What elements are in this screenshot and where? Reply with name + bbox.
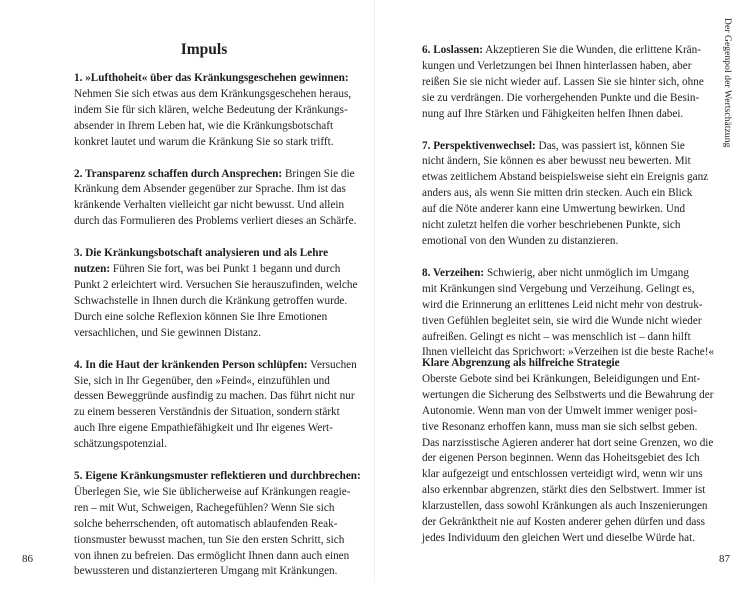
item-line: konkret lautet und warum die Kränkung Sie so stark trifft. (74, 135, 334, 148)
left-page (0, 0, 375, 583)
section-line: jedes Individuum den gleichen Wert und dieselbe Würde hat. (422, 531, 696, 544)
item-text: Akzeptieren Sie die Wunden, die erlittene Krän- (482, 44, 701, 56)
impuls-item-6 (422, 43, 704, 123)
item-line: nung auf Ihre Stärken und Fähigkeiten helfen Ihnen dabei. (422, 107, 684, 120)
section-line: Autonomie. Wenn man von der Umwelt immer weniger posi- (422, 404, 698, 417)
item-lead: 3. Die Kränkungsbotschaft analysieren und als Lehre (74, 247, 329, 260)
item-line: nicht zuletzt helfen die vorher beschriebenen Punkte, sich (422, 219, 681, 232)
item-line: Überlegen Sie, wie Sie üblicherweise auf Kränkungen reagie- (74, 485, 351, 498)
page-number-left: 86 (22, 553, 33, 565)
item-lead: 2. Transparenz schaffen durch Ansprechen: (74, 167, 283, 180)
item-text: Versuchen (307, 358, 357, 371)
item-line: Ihnen vielleicht das Sprichwort: »Verzeihen ist die beste Rache!« (422, 346, 715, 359)
item-line: mit Kränkungen sind Vergebung und Verzeihung. Gelingt es, (422, 282, 695, 295)
impuls-item-3 (74, 246, 358, 341)
item-line: zu einem besseren Verständnis der Situation, sondern stärkt (74, 406, 340, 419)
running-head: Der Gegenpol der Wertschätzung (722, 18, 732, 148)
item-line: tiven Gefühlen begleitet sein, sie wird die Wunde nicht wieder (422, 314, 702, 327)
item-line: Punkt 2 erleichtert wird. Versuchen Sie herauszufinden, welche (74, 278, 358, 291)
item-line: reißen Sie sie nicht wieder auf. Lassen Sie sie hinter sich, ohne (422, 75, 704, 88)
section-line: tive Resonanz erhoffen kann, muss man sie sich selbst geben. (422, 420, 698, 433)
item-lead: 4. In die Haut der kränkenden Person schlüpfen: (74, 358, 308, 371)
item-line: auch Ihre eigene Empathiefähigkeit und Ihr eigenes Wert- (74, 422, 333, 435)
item-line: wird die Erinnerung an erlittenes Leid nicht mehr von destruk- (422, 298, 703, 311)
section-line: klar aufgezeigt und entschlossen verteidigt wird, wenn wir uns (422, 468, 703, 481)
item-lead: 1. »Lufthoheit« über das Kränkungsgeschehen gewinnen: (74, 72, 349, 84)
item-line: Schwachstelle in Ihnen durch die Kränkung getroffen wurde. (74, 294, 348, 307)
impuls-item-4 (74, 358, 357, 453)
impuls-item-8 (422, 266, 715, 361)
item-line: solche beherrschenden, oft automatisch ablaufenden Reak- (74, 517, 338, 530)
item-line: anders aus, als wenn Sie mitten drin stecken. Auch ein Blick (422, 187, 693, 200)
item-text: Führen Sie fort, was bei Punkt 1 begann und durch (110, 263, 341, 276)
item-line: sie zu verdrängen. Die vorhergehenden Punkte und die Besin- (422, 91, 700, 104)
item-line: tionsmuster bewusst machen, tun Sie den ersten Schritt, sich (74, 533, 345, 546)
section-line: wertungen die Sicherung des Selbstwerts und die Bewahrung der (422, 388, 714, 401)
item-text: Schwierig, aber nicht unmöglich im Umgang (484, 266, 689, 279)
item-line: indem Sie für sich klären, welche Bedeutung der Kränkungs- (74, 103, 348, 116)
impuls-heading: Impuls (180, 41, 228, 58)
impuls-item-1 (74, 71, 352, 151)
item-line: Nehmen Sie sich etwas aus dem Kränkungsgeschehen heraus, (74, 87, 352, 100)
item-line: absender in Ihrem Leben hat, wie die Kränkungsbotschaft (74, 119, 334, 132)
item-lead-cont: nutzen: (74, 263, 111, 276)
item-line: schätzungspotenzial. (74, 438, 167, 451)
item-line: emotional von den Wunden zu distanzieren. (422, 234, 619, 247)
abgrenzung-section (422, 356, 714, 547)
item-line: etwas zeitlichem Abstand beispielsweise sieht ein Ereignis ganz (422, 171, 709, 184)
section-line: der Gekränktheit nie auf Kosten anderer gehen dürfen und dass (422, 516, 705, 529)
item-text: Bringen Sie die (282, 167, 355, 180)
item-line: Sie, sich in Ihr Gegenüber, den »Feind«, einzufühlen und (74, 374, 330, 387)
section-line: Das narzisstische Agieren anderer hat dort seine Grenzen, wo die (422, 436, 714, 449)
impuls-item-2 (74, 167, 357, 231)
item-line: Kränkung dem Absender gegenüber zur Sprache. Ihm ist das (74, 183, 346, 196)
impuls-list-left (74, 71, 361, 596)
section-line: der eigenen Person beginnen. Wenn das Hoheitsgebiet des Ich (422, 452, 700, 465)
item-line: kungen und Verletzungen bei Ihnen hinterlassen haben, aber (422, 59, 692, 72)
section-title: Klare Abgrenzung als hilfreiche Strategie (422, 357, 620, 369)
item-line: versachlichen, und Sie gewinnen Distanz. (74, 326, 262, 339)
item-lead: 8. Verzeihen: (422, 266, 485, 279)
item-line: kränkende Verhalten vielleicht gar nicht bewusst. Und allein (74, 199, 345, 212)
item-line: auf die Nöte anderer kann eine Umwertung bewirken. Und (422, 203, 686, 216)
impuls-item-5 (74, 469, 361, 580)
item-lead: 6. Loslassen: (422, 44, 483, 56)
page-number-right: 87 (719, 553, 730, 565)
item-line: von ihnen zu befreien. Das ermöglicht Ihnen dann auch einen (74, 549, 350, 562)
item-lead: 5. Eigene Kränkungsmuster reflektieren und durchbrechen: (74, 470, 361, 483)
item-line: bewussteren und distanzierteren Umgang mit Kränkungen. (74, 565, 338, 578)
section-line: also erkennbar abgrenzen, stärkt dies den Selbstwert. Immer ist (422, 484, 706, 497)
item-lead: 7. Perspektivenwechsel: (422, 139, 536, 152)
impuls-list-right (422, 43, 715, 377)
item-line: durch das Formulieren des Problems verliert dieses an Schärfe. (74, 215, 357, 228)
item-line: aufreißen. Gelingt es nicht – was menschlich ist – dann hilft (422, 330, 691, 343)
section-line: Oberste Gebote sind bei Kränkungen, Beleidigungen und Ent- (422, 372, 701, 385)
item-line: Durch eine solche Reflexion können Sie Ihre Emotionen (74, 310, 328, 323)
item-line: dessen Beweggründe ausfindig zu machen. Das führt nicht nur (74, 390, 355, 403)
right-page (375, 0, 750, 583)
item-text: Das, was passiert ist, können Sie (535, 139, 685, 152)
impuls-item-7 (422, 139, 709, 250)
item-line: nicht ändern, Sie können es aber bewusst neu bewerten. Mit (422, 155, 691, 168)
section-line: klarzustellen, dass sowohl Kränkungen als auch Inszenierungen (422, 500, 708, 513)
item-line: ren – mit Wut, Schweigen, Rachegefühlen? Wenn Sie sich (74, 501, 335, 514)
